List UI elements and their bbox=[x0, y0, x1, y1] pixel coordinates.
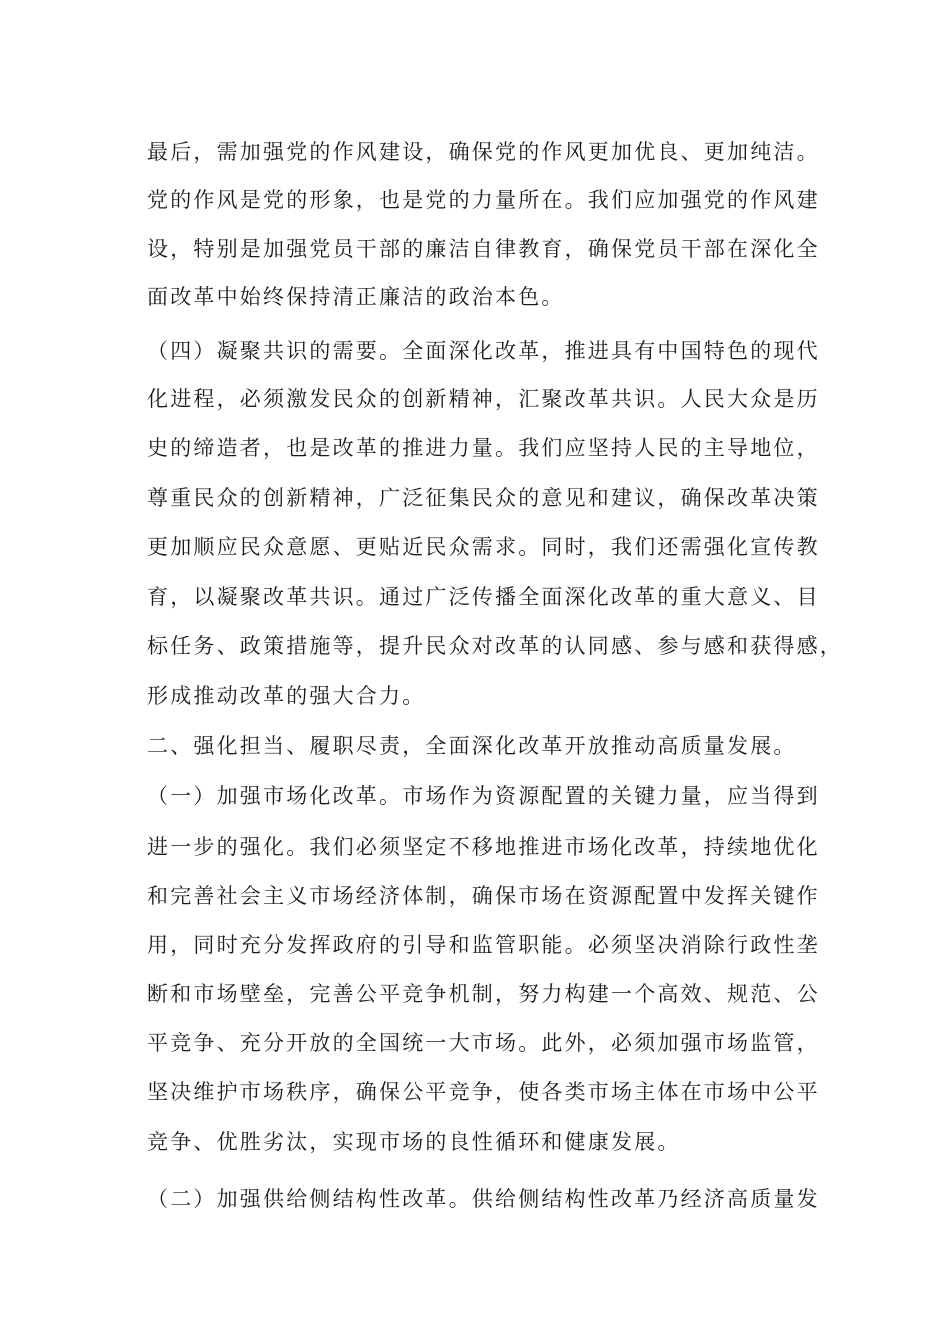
text-line: （一）加强市场化改革。市场作为资源配置的关键力量，应当得到 bbox=[147, 784, 820, 808]
text-line: 更加顺应民众意愿、更贴近民众需求。同时，我们还需强化宣传教 bbox=[147, 535, 820, 559]
text-line: （四）凝聚共识的需要。全面深化改革，推进具有中国特色的现代 bbox=[147, 339, 820, 363]
text-line: 化进程，必须激发民众的创新精神，汇聚改革共识。人民大众是历 bbox=[147, 387, 820, 411]
section-heading: 二、强化担当、履职尽责，全面深化改革开放推动高质量发展。 bbox=[147, 734, 797, 758]
text-line: 和完善社会主义市场经济体制，确保市场在资源配置中发挥关键作 bbox=[147, 884, 820, 908]
text-line: 党的作风是党的形象，也是党的力量所在。我们应加强党的作风建 bbox=[147, 188, 820, 212]
text-line: （二）加强供给侧结构性改革。供给侧结构性改革乃经济高质量发 bbox=[147, 1187, 820, 1211]
text-line: 尊重民众的创新精神，广泛征集民众的意见和建议，确保改革决策 bbox=[147, 486, 820, 510]
text-line: 设，特别是加强党员干部的廉洁自律教育，确保党员干部在深化全 bbox=[147, 237, 820, 261]
text-line: 竞争、优胜劣汰，实现市场的良性循环和健康发展。 bbox=[147, 1130, 681, 1154]
text-line: 史的缔造者，也是改革的推进力量。我们应坚持人民的主导地位， bbox=[147, 436, 820, 460]
text-line: 形成推动改革的强大合力。 bbox=[147, 684, 426, 708]
text-line: 用，同时充分发挥政府的引导和监管职能。必须坚决消除行政性垄 bbox=[147, 933, 820, 957]
text-line: 坚决维护市场秩序，确保公平竞争，使各类市场主体在市场中公平 bbox=[147, 1080, 820, 1104]
text-line: 育，以凝聚改革共识。通过广泛传播全面深化改革的重大意义、目 bbox=[147, 585, 820, 609]
text-line: 进一步的强化。我们必须坚定不移地推进市场化改革，持续地优化 bbox=[147, 835, 820, 859]
text-line: 标任务、政策措施等，提升民众对改革的认同感、参与感和获得感， bbox=[147, 634, 843, 658]
text-line: 面改革中始终保持清正廉洁的政治本色。 bbox=[147, 285, 565, 309]
text-line: 平竞争、充分开放的全国统一大市场。此外，必须加强市场监管， bbox=[147, 1031, 820, 1055]
text-line: 断和市场壁垒，完善公平竞争机制，努力构建一个高效、规范、公 bbox=[147, 982, 820, 1006]
text-line: 最后，需加强党的作风建设，确保党的作风更加优良、更加纯洁。 bbox=[147, 140, 820, 164]
